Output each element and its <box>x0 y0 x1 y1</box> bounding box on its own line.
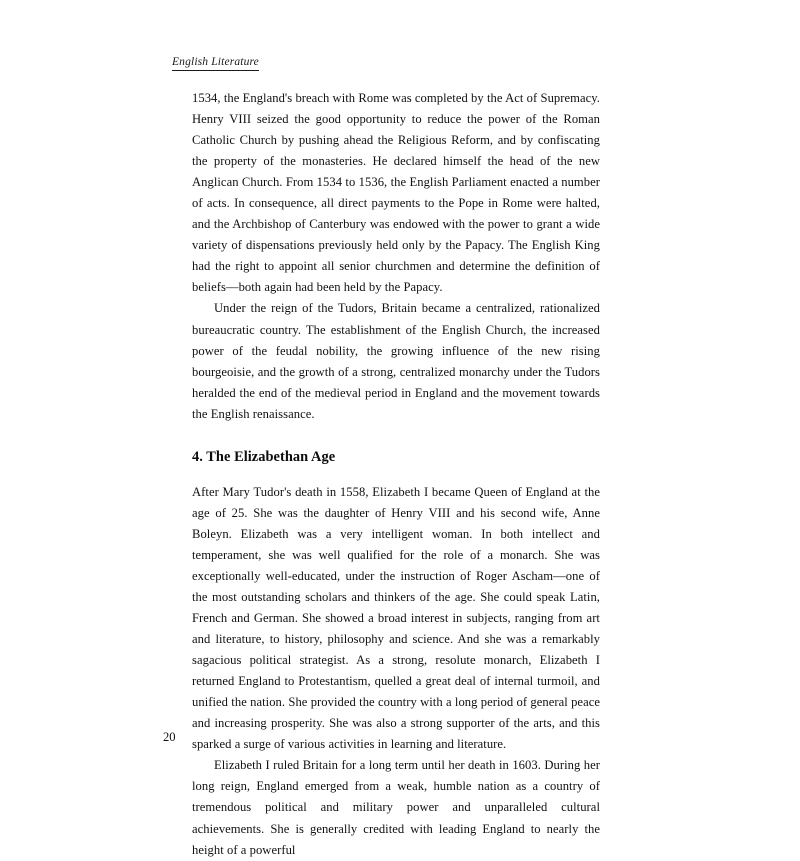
paragraph-tudors: Under the reign of the Tudors, Britain became a centralized, rationalized bureaucratic country. The establishment of the English Church, the increased power of the feudal nobility, the growing influence of the new rising bourgeoisie, and the growth of a strong, centralized monarchy under the Tudors heralded the end of the medieval period in England and the movement towards the English renaissance. <box>192 301 600 421</box>
text-column <box>192 88 600 861</box>
paragraph-elizabeth-biography: After Mary Tudor's death in 1558, Elizabeth I became Queen of England at the age of 25. She was the daughter of Henry VIII and his second wife, Anne Boleyn. Elizabeth was a very intelligent woman. In both intellect and temperament, she was well qualified for the role of a monarch. She was exceptionally well-educated, under the instruction of Roger Ascham—one of the most outstanding scholars and thinkers of the age. She could speak Latin, French and German. She showed a broad interest in subjects, ranging from art and literature, to history, philosophy and science. And she was a remarkably sagacious political strategist. As a strong, resolute monarch, Elizabeth I returned England to Protestantism, quelled a great deal of internal turmoil, and unified the nation. She provided the country with a long period of general peace and increasing prosperity. She was also a strong supporter of the arts, and this sparked a surge of various activities in learning and literature. <box>192 484 600 752</box>
page-number: 20 <box>163 730 176 744</box>
heading-spacer-above <box>192 425 600 447</box>
running-head: English Literature <box>172 55 259 71</box>
section-heading-elizabethan-age: 4. The Elizabethan Age <box>192 448 336 465</box>
heading-spacer-below <box>192 467 600 482</box>
paragraph-elizabeth-reign: Elizabeth I ruled Britain for a long term until her death in 1603. During her long reign, England emerged from a weak, humble nation as a country of tremendous political and military power and unparalleled cultural achievements. She is generally credited with leading England to nearly the height of a powerful <box>192 758 600 857</box>
paragraph-continued-supremacy: 1534, the England's breach with Rome was completed by the Act of Supremacy. Henry VIII seized the good opportunity to reduce the power of the Roman Catholic Church by pushing ahead the Religious Reform, and by confiscating the property of the monasteries. He declared himself the head of the new Anglican Church. From 1534 to 1536, the English Parliament enacted a number of acts. In consequence, all direct payments to the Pope in Rome were halted, and the Archbishop of Canterbury was endowed with the power to grant a wide variety of dispensations previously held only by the Papacy. The English King had the right to appoint all senior churchmen and determine the definition of beliefs—both again had been held by the Papacy. <box>192 91 600 295</box>
